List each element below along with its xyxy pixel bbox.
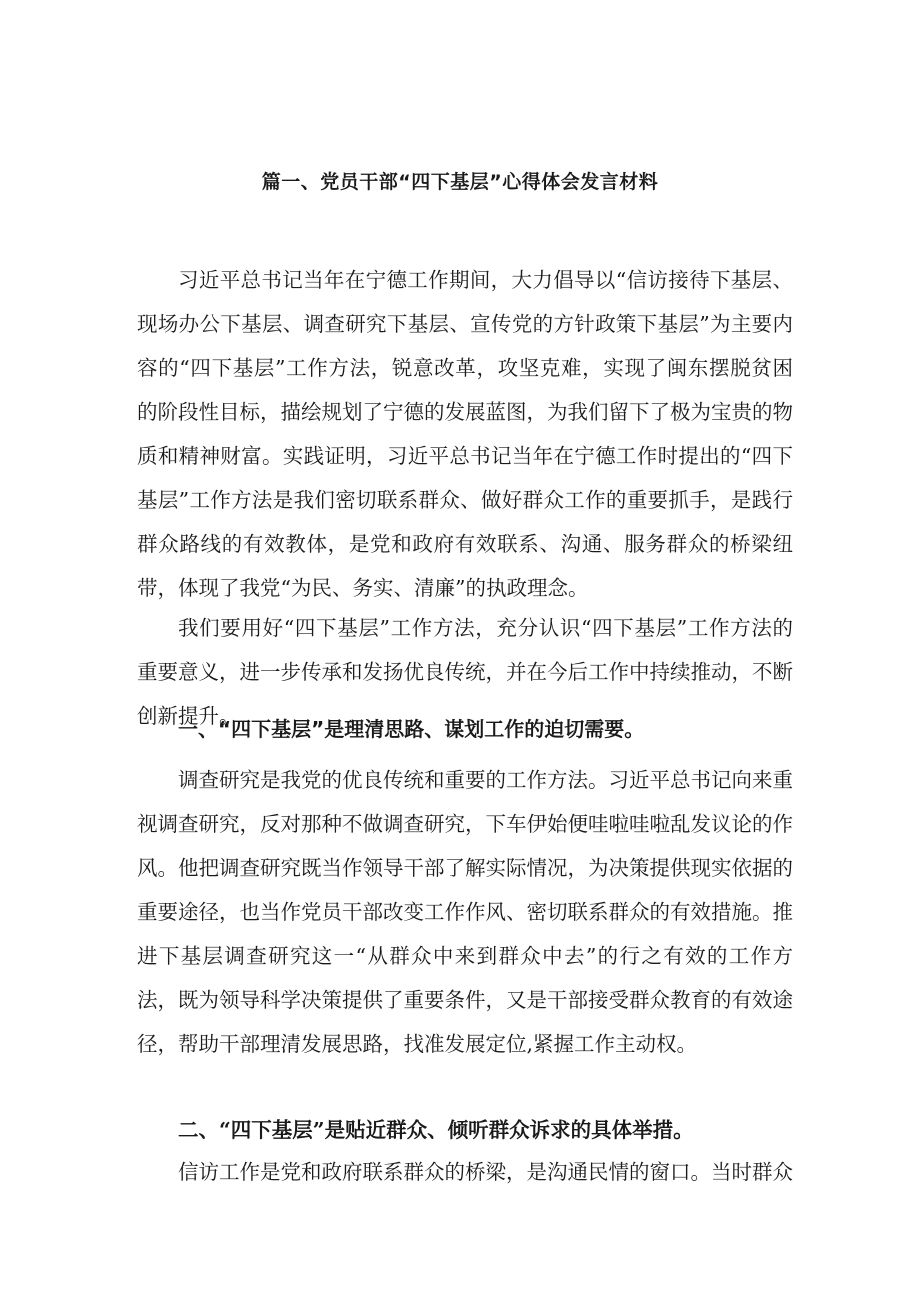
paragraph-purpose: 我们要用好“四下基层”工作方法，充分认识“四下基层”工作方法的重要意义，进一步传承和发扬优良传统，并在今后工作中持续推动，不断创新提升。 bbox=[137, 616, 793, 728]
section-heading-2: 二、“四下基层”是贴近群众、倾听群众诉求的具体举措。 bbox=[178, 1118, 694, 1142]
document-title: 篇一、党员干部“四下基层”心得体会发言材料 bbox=[261, 171, 659, 193]
paragraph-research: 调查研究是我党的优良传统和重要的工作方法。习近平总书记向来重视调查研究，反对那种不做调查研究，下车伊始便哇啦哇啦乱发议论的作风。他把调查研究既当作领导干部了解实际情况，为决策提供现实依据的重要途径，也当作党员干部改变工作作风、密切联系群众的有效措施。推进下基层调查研究这一“从群众中来到群众中去”的行之有效的工作方法，既为领导科学决策提供了重要条件，又是干部接受群众教育的有效途径，帮助干部理清发展思路，找准发展定位,紧握工作主动权。 bbox=[137, 768, 793, 1056]
paragraph-petition: 信访工作是党和政府联系群众的桥梁，是沟通民情的窗口。当时群众 bbox=[178, 1160, 793, 1184]
paragraph-intro: 习近平总书记当年在宁德工作期间，大力倡导以“信访接待下基层、现场办公下基层、调查研究下基层、宣传党的方针政策下基层”为主要内容的“四下基层”工作方法，锐意改革，攻坚克难，实现了闽东摆脱贫困的阶段性目标，描绘规划了宁德的发展蓝图，为我们留下了极为宝贵的物质和精神财富。实践证明，习近平总书记当年在宁德工作时提出的“四下基层”工作方法是我们密切联系群众、做好群众工作的重要抓手，是践行群众路线的有效教体，是党和政府有效联系、沟通、服务群众的桥梁纽带，体现了我党“为民、务实、清廉”的执政理念。 bbox=[137, 268, 793, 600]
section-heading-1: 一、“四下基层”是理清思路、谋划工作的迫切需要。 bbox=[178, 717, 645, 741]
